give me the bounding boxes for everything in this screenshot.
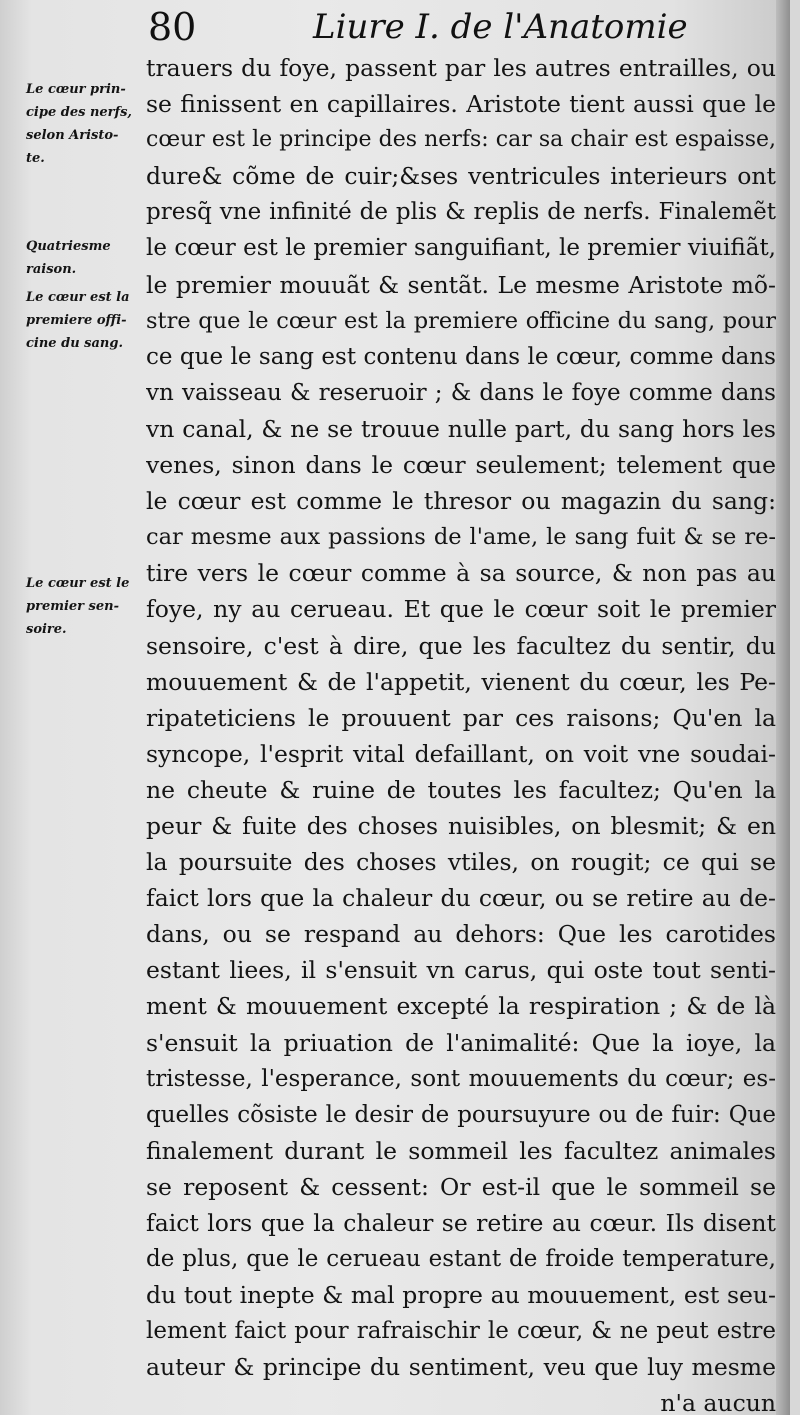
page-header (148, 4, 768, 54)
text-line: n'a aucun (660, 1389, 776, 1415)
text-line: ment & mouuement excepté la respiration ; & de là (146, 992, 776, 1021)
text-line: faict lors que la chaleur se retire au cœur. Ils disent (146, 1209, 776, 1237)
text-line: faict lors que la chaleur du cœur, ou se retire au de- (146, 884, 776, 913)
text-line: vn canal, & ne se trouue nulle part, du sang hors les (146, 414, 776, 443)
text-line: dans, ou se respand au dehors: Que les carotides (146, 920, 776, 949)
text-line: dure& cõme de cuir;&ses ventricules interieurs ont (146, 162, 776, 191)
text-line: le premier mouuãt & sentãt. Le mesme Aristote mõ- (146, 270, 776, 299)
text-line: de plus, que le cerueau estant de froide temperature, (146, 1246, 776, 1273)
margin-note-line: Le cœur est le (26, 576, 130, 591)
text-line: se finissent en capillaires. Aristote tient aussi que le (146, 90, 776, 119)
margin-note-line: selon Aristo- (26, 128, 119, 143)
margin-note (26, 78, 148, 170)
text-line: ripateticiens le prouuent par ces raisons; Qu'en la (146, 703, 776, 732)
text-line: peur & fuite des choses nuisibles, on blesmit; & en (146, 811, 776, 840)
text-line: tristesse, l'esperance, sont mouuements du cœur; es- (146, 1065, 776, 1092)
text-line: du tout inepte & mal propre au mouuement, est seu- (146, 1281, 776, 1310)
text-line: s'ensuit la priuation de l'animalité: Que la ioye, la (146, 1028, 776, 1057)
page-number: 80 (148, 5, 197, 49)
margin-note-line: premiere offi- (26, 313, 127, 328)
text-line: quelles cõsiste le desir de poursuyure ou de fuir: Que (146, 1101, 776, 1128)
text-line: trauers du foye, passent par les autres entrailles, ou (146, 54, 776, 82)
margin-notes (0, 0, 145, 1415)
text-line: ne cheute & ruine de toutes les facultez; Qu'en la (146, 775, 776, 804)
margin-note (26, 286, 148, 355)
margin-note-line: Le cœur prin- (26, 82, 126, 97)
text-line: estant liees, il s'ensuit vn carus, qui oste tout senti- (146, 956, 776, 985)
margin-note-line: Quatriesme (26, 239, 111, 254)
margin-note-line: premier sen- (26, 599, 119, 614)
text-line: presq̃ vne infinité de plis & replis de nerfs. Finalemẽt (146, 199, 776, 226)
margin-note-line: raison. (26, 262, 77, 277)
running-title: Liure I. de l'Anatomie (313, 7, 688, 47)
body-text (146, 50, 776, 1415)
text-line: le cœur est le premier sanguifiant, le premier viuifiãt, (146, 235, 776, 262)
text-line: finalement durant le sommeil les facultez animales (146, 1136, 776, 1165)
margin-note-line: te. (26, 151, 45, 166)
margin-note-line: Le cœur est la (26, 290, 130, 305)
text-line: lement faict pour rafraischir le cœur, & ne peut estre (146, 1318, 776, 1345)
text-line: tire vers le cœur comme à sa source, & non pas au (146, 559, 776, 588)
text-line: car mesme aux passions de l'ame, le sang fuit & se re- (146, 524, 776, 551)
text-line: la poursuite des choses vtiles, on rougit; ce qui se (146, 848, 776, 877)
text-line: se reposent & cessent: Or est-il que le sommeil se (146, 1172, 776, 1201)
margin-note (26, 572, 148, 641)
margin-note-line: cipe des nerfs, (26, 105, 132, 120)
margin-note (26, 235, 148, 281)
text-line: stre que le cœur est la premiere officine du sang, pour (146, 307, 776, 334)
text-line: cœur est le principe des nerfs: car sa chair est espaisse, (146, 127, 776, 153)
page-edge-shadow (776, 0, 790, 1415)
text-line: syncope, l'esprit vital defaillant, on voit vne soudai- (146, 739, 776, 768)
text-line: vn vaisseau & reseruoir ; & dans le foye comme dans (146, 379, 776, 406)
text-line: auteur & principe du sentiment, veu que luy mesme (146, 1353, 776, 1382)
text-line: foye, ny au cerueau. Et que le cœur soit le premier (146, 595, 776, 624)
text-line: venes, sinon dans le cœur seulement; telement que (146, 451, 776, 480)
text-line: mouuement & de l'appetit, vienent du cœur, les Pe- (146, 667, 776, 696)
text-line: ce que le sang est contenu dans le cœur, comme dans (146, 343, 776, 370)
margin-note-line: soire. (26, 622, 67, 637)
text-line: le cœur est comme le thresor ou magazin du sang: (146, 487, 776, 516)
text-line: sensoire, c'est à dire, que les facultez du sentir, du (146, 631, 776, 660)
margin-note-line: cine du sang. (26, 336, 123, 351)
